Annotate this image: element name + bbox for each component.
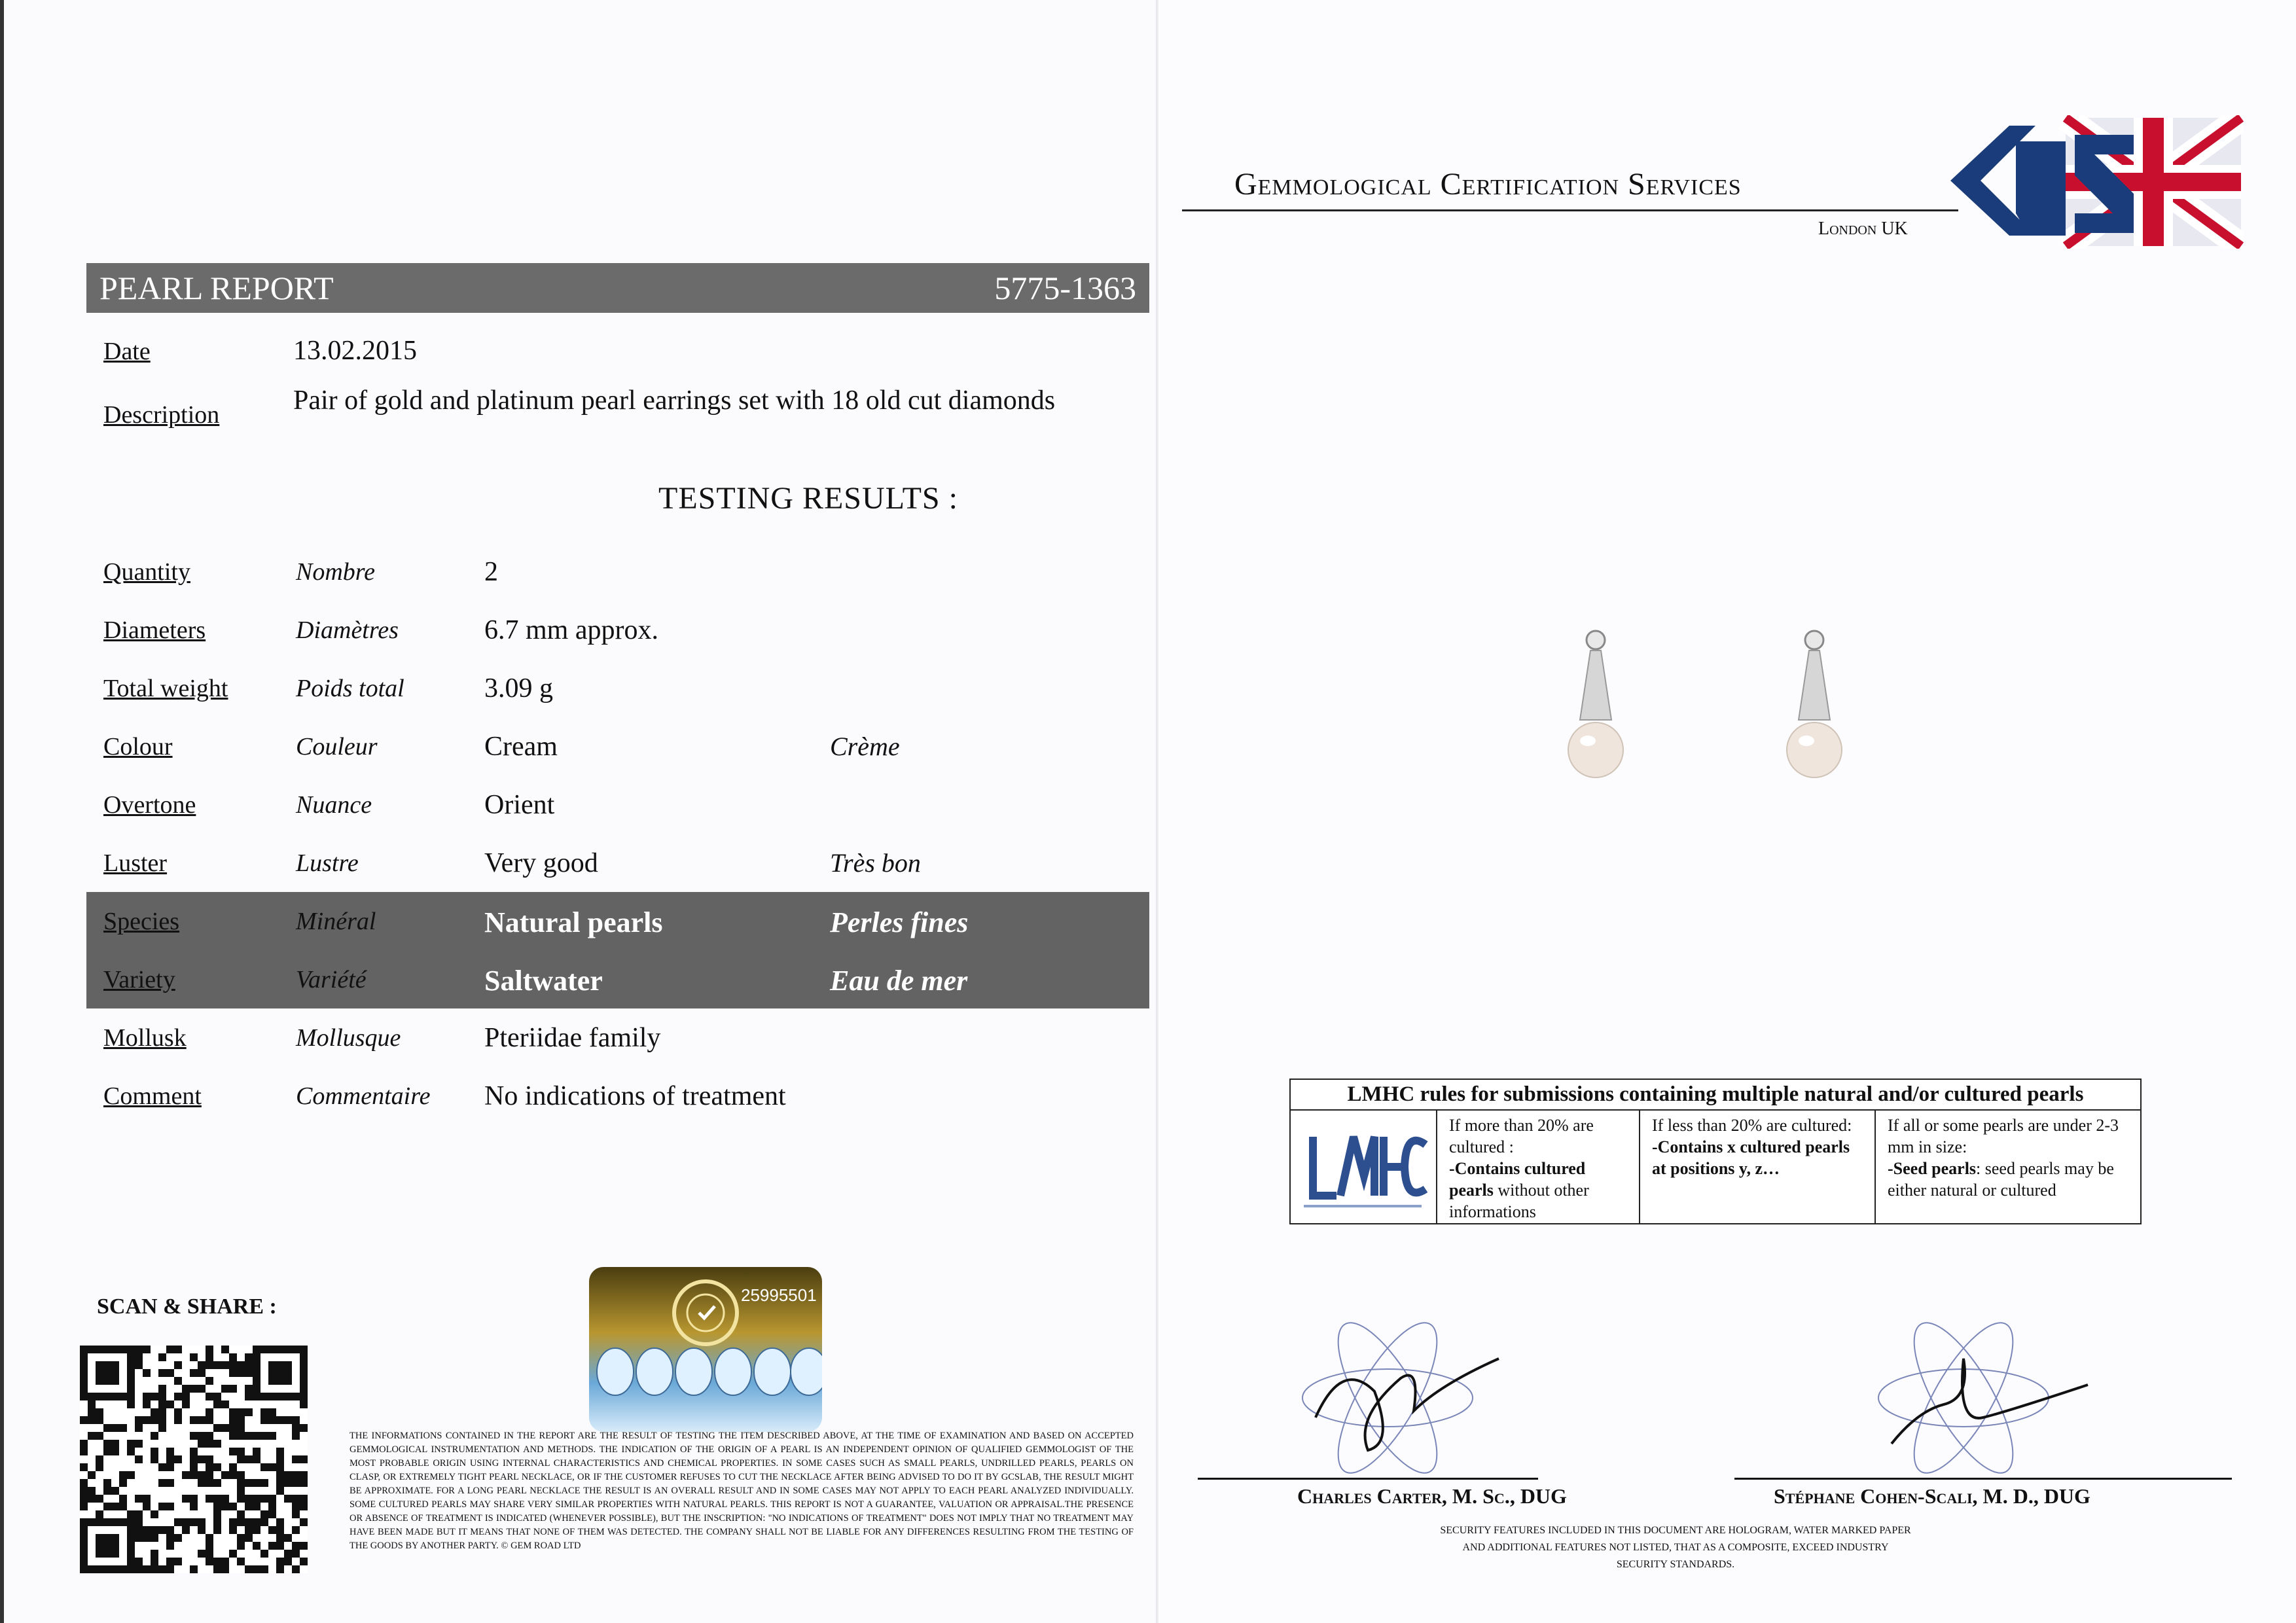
- earrings-photo: [1538, 628, 1878, 812]
- result-row: [86, 603, 1149, 661]
- result-label-fr: Mollusque: [296, 1024, 401, 1052]
- signature-right: [1865, 1319, 2101, 1483]
- result-value: Cream: [484, 732, 558, 762]
- result-label-fr: Poids total: [296, 675, 404, 702]
- date-value: 13.02.2015: [293, 336, 417, 366]
- result-row: [86, 777, 1149, 836]
- result-value: Pteriidae family: [484, 1023, 661, 1053]
- result-value-fr: Crème: [830, 732, 900, 761]
- lmhc-rule1-rest: without other informations: [1449, 1181, 1589, 1221]
- lmhc-rule2-intro: If less than 20% are cultured:: [1652, 1116, 1852, 1135]
- security-hologram: [589, 1267, 822, 1432]
- date-row: [103, 335, 417, 366]
- security-note: SECURITY FEATURES INCLUDED IN THIS DOCUMENT ARE HOLOGRAM, WATER MARKED PAPER AND ADDITIONAL FEATURES NOT LISTED, THAT AS A COMPOSITE, EXCEED INDUSTRY SECURITY STANDARDS.: [1440, 1525, 1911, 1570]
- result-row: [86, 952, 1149, 1010]
- result-label-en: Species: [103, 908, 180, 935]
- result-label-en: Diameters: [103, 616, 206, 644]
- result-row: [86, 719, 1149, 777]
- lmhc-rule1-intro: If more than 20% are cultured :: [1449, 1116, 1594, 1156]
- result-label-en: Colour: [103, 733, 173, 760]
- result-value: 2: [484, 557, 498, 587]
- hologram-number: 25995501: [741, 1285, 817, 1305]
- result-value-fr: Très bon: [830, 848, 921, 878]
- lmhc-logo: [1291, 1111, 1437, 1223]
- result-label-fr: Commentaire: [296, 1082, 431, 1110]
- result-label-fr: Minéral: [296, 908, 376, 935]
- result-label-en: Total weight: [103, 675, 228, 702]
- lmhc-rule3-intro: If all or some pearls are under 2-3 mm in size:: [1888, 1116, 2119, 1156]
- result-row: [86, 894, 1149, 952]
- lmhc-rule2-bold: -Contains x cultured pearls at positions y, z…: [1652, 1137, 1850, 1178]
- company-name: Gemmological Certification Services: [1234, 167, 1742, 202]
- result-label-en: Quantity: [103, 558, 190, 586]
- result-row: [86, 1010, 1149, 1069]
- result-value: Saltwater: [484, 965, 603, 997]
- testing-results-title: TESTING RESULTS :: [658, 481, 958, 516]
- result-label-fr: Nuance: [296, 791, 372, 819]
- result-label-en: Overtone: [103, 791, 196, 819]
- result-value: 6.7 mm approx.: [484, 615, 658, 645]
- date-label: Date: [103, 338, 151, 365]
- report-number: 5775-1363: [994, 270, 1136, 306]
- watermark-backprint: [102, 118, 1084, 137]
- lmhc-rule3-rest: : seed pearls may be either natural or cultured: [1888, 1159, 2114, 1200]
- result-label-fr: Diamètres: [296, 616, 399, 644]
- result-value: Natural pearls: [484, 906, 663, 938]
- result-label-en: Variety: [103, 966, 175, 993]
- gcs-logo: [1937, 115, 2244, 249]
- result-label-fr: Couleur: [296, 733, 378, 760]
- result-value: Very good: [484, 848, 598, 878]
- result-label-fr: Lustre: [296, 849, 359, 877]
- result-label-en: Comment: [103, 1082, 202, 1110]
- scan-share-label: SCAN & SHARE :: [97, 1294, 277, 1319]
- results-table: [86, 544, 1149, 1127]
- result-label-en: Mollusk: [103, 1024, 187, 1052]
- company-location: London UK: [1818, 219, 1908, 239]
- company-rule: [1182, 209, 1958, 211]
- result-row: [86, 1069, 1149, 1127]
- report-title: PEARL REPORT: [99, 270, 334, 306]
- lmhc-title: LMHC rules for submissions containing multiple natural and/or cultured pearls: [1291, 1080, 2140, 1111]
- result-value: No indications of treatment: [484, 1081, 786, 1111]
- result-label-fr: Nombre: [296, 558, 376, 586]
- result-row: [86, 661, 1149, 719]
- result-value-fr: Perles fines: [830, 906, 969, 938]
- lmhc-rule-under-20: [1640, 1111, 1876, 1223]
- result-value-fr: Eau de mer: [830, 965, 968, 997]
- earring-left: [1568, 631, 1623, 777]
- lmhc-rule1-bold: -Contains cultured pearls: [1449, 1159, 1586, 1200]
- signer-left: Charles Carter, M. Sc., DUG: [1297, 1484, 1567, 1508]
- qr-code[interactable]: [80, 1346, 308, 1573]
- result-label-en: Luster: [103, 849, 168, 877]
- description-value: Pair of gold and platinum pearl earrings set with 18 old cut diamonds: [293, 385, 1056, 416]
- legal-disclaimer: THE INFORMATIONS CONTAINED IN THE REPORT ARE THE RESULT OF TESTING THE ITEM DESCRIBED ABOVE, AT THE TIME OF EXAMINATION AND BASED ON ACCEPTED GEMMOLOGICAL INSTRUMENTATION AND METHODS. THE INDICATION OF THE ORIGIN OF A PEARL IS AN INDEPENDENT OPINION OF QUALIFIED GEMMOLOGIST OF THE MOST PROBABLE ORIGIN USING INTERNAL CHARACTERISTICS AND CHEMICAL PROPERTIES. IN SOME CASES SUCH AS SMALL PEARLS, UNDRILLED PEARLS, PEARLS ON CLASP, OR EXTREMELY TIGHT PEARL NECKLACE, OR IF THE CUSTOMER REFUSES TO CUT THE NECKLACE AFTER BEING ADVISED TO DO IT BY GCSLAB, THE RESULT MIGHT BE APPROXIMATE. FOR A LONG PEARL NECKLACE THE RESULT IS AN OVERALL RESULT AND IN SOME CASES MAY NOT APPLY TO EACH PEARL ANALYZED INDIVIDUALLY. SOME CULTURED PEARLS MAY SHARE VERY SIMILAR PROPERTIES WITH NATURAL PEARLS. THIS REPORT IS NOT A GUARANTEE, VALUATION OR APPRAISAL.THE PRESENCE OR ABSENCE OF TREATMENT IS INDICATED (WHENEVER POSSIBLE), BUT THE INSCRIPTION: "NO INDICATIONS OF TREATMENT" DOES NOT IMPLY THAT NO TREATMENT MAY HAVE BEEN MADE BUT IT MEANS THAT NONE OF THEM WAS DETECTED. THE COMPANY SHALL NOT BE LIABLE FOR ANY DIFFERENCES RESULTING FROM THE TESTING OF THE GOODS BY ANOTHER PARTY. © GEM ROAD LTD: [350, 1431, 1134, 1551]
- lmhc-rule-over-20: [1437, 1111, 1640, 1223]
- result-label-fr: Variété: [296, 966, 367, 993]
- result-value: Orient: [484, 790, 555, 820]
- signature-left: [1289, 1319, 1525, 1483]
- earring-right: [1787, 631, 1842, 777]
- lmhc-rule-seed-pearls: [1876, 1111, 2140, 1223]
- signature-line-left: [1198, 1478, 1538, 1480]
- report-page-right: [1158, 0, 2296, 1623]
- report-title-bar: [86, 263, 1149, 313]
- lmhc-rules-box: [1289, 1079, 2142, 1224]
- signature-line-right: [1734, 1478, 2232, 1480]
- result-row: [86, 544, 1149, 603]
- description-label: Description: [103, 401, 220, 429]
- result-value: 3.09 g: [484, 673, 553, 704]
- signer-right: Stéphane Cohen-Scali, M. D., DUG: [1774, 1484, 2090, 1508]
- lmhc-rule3-bold: -Seed pearls: [1888, 1159, 1977, 1178]
- result-row: [86, 836, 1149, 894]
